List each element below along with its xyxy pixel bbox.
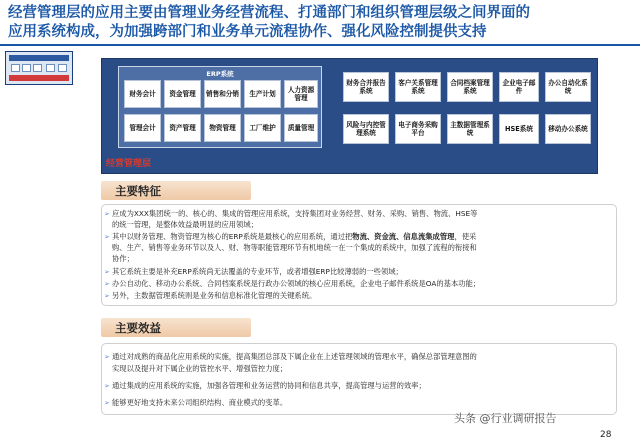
feature-line: ➢ 办公自动化、移动办公系统、合同档案系统是行政办公领域的核心应用系统，企业电子邮件系统是OA的基本功能； [104, 279, 481, 288]
bullet-arrow-icon: ➢ [104, 233, 110, 241]
feature-line: ➢ 应成为XXX集团统一的、核心的、集成的管理应用系统，支持集团对业务经营、财务、采购、销售、物流、HSE等 [104, 209, 478, 218]
features-heading-text: 主要特征 [115, 184, 161, 198]
watermark: 头条 @行业调研报告 [454, 412, 557, 425]
title-divider [0, 44, 640, 46]
system-box: 合同档案管理系统 [447, 72, 493, 102]
bullet-arrow-icon: ➢ [104, 353, 110, 361]
erp-module: 人力资源管理 [284, 80, 318, 108]
benefit-line: ➢ 通过对成熟的商品化应用系统的实施，提高集团总部及下属企业在上述管理领域的管理水平，确保总部管理意图的 [104, 352, 477, 361]
bullet-arrow-icon: ➢ [104, 210, 110, 218]
system-box: 办公自动化系统 [545, 72, 591, 102]
layer-label: 经营管理层 [106, 159, 152, 169]
erp-module: 财务会计 [124, 80, 161, 108]
benefits-box [101, 343, 617, 415]
erp-module: 生产计划 [244, 80, 281, 108]
page-title-line-2: 应用系统构成，为加强跨部门和业务单元流程协作、强化风险控制提供支持 [8, 24, 487, 40]
bullet-arrow-icon: ➢ [104, 399, 110, 407]
feature-line: 购、生产、销售等业务环节以及人、财、物等职能管理环节有机地统一在一个集成的系统中，加强了流程的衔接和 [112, 243, 477, 252]
feature-line: ➢ 其它系统主要是补充ERP系统尚无法覆盖的专业环节，或者增强ERP比较薄弱的一些领域； [104, 267, 403, 276]
page-title-line-1: 经营管理层的应用主要由管理业务经营流程、打通部门和组织管理层级之间界面的 [8, 5, 530, 21]
benefits-heading [101, 318, 251, 337]
bullet-arrow-icon: ➢ [104, 268, 110, 276]
bullet-arrow-icon: ➢ [104, 292, 110, 300]
feature-line: 协作； [112, 254, 134, 263]
system-box: HSE系统 [499, 114, 539, 144]
erp-module: 物资管理 [204, 114, 241, 142]
system-box: 风险与内控管理系统 [343, 114, 389, 144]
system-box: 主数据管理系统 [447, 114, 493, 144]
features-box [101, 204, 617, 306]
benefit-line: 实现以及提升对下属企业的管控水平、增强管控力度； [112, 364, 288, 373]
page-title [8, 4, 608, 42]
system-box: 客户关系管理系统 [395, 72, 441, 102]
erp-module: 销售和分销 [204, 80, 241, 108]
erp-module: 质量管理 [284, 114, 318, 142]
bullet-arrow-icon: ➢ [104, 382, 110, 390]
feature-line: ➢ 另外，主数据管理系统则是业务和信息标准化管理的关键系统。 [104, 291, 317, 300]
page-number: 28 [600, 430, 612, 440]
erp-module: 管理会计 [124, 114, 161, 142]
erp-module: 资金管理 [164, 80, 201, 108]
system-box: 移动办公系统 [545, 114, 591, 144]
system-box: 电子商务采购平台 [395, 114, 441, 144]
erp-module: 资产管理 [164, 114, 201, 142]
feature-line: ➢ 其中以财务管理、物资管理为核心的ERP系统是最核心的应用系统，通过把物流、资金流、信息流集成管理，使采 [104, 232, 477, 241]
benefit-line: ➢ 通过集成的应用系统的实施，加强各管理和业务运营的协同和信息共享，提高管理与运营的效率； [104, 381, 426, 390]
system-box: 企业电子邮件 [499, 72, 539, 102]
erp-title: ERP系统 [206, 70, 234, 78]
erp-module: 工厂维护 [244, 114, 281, 142]
system-box: 财务合并报告系统 [343, 72, 389, 102]
bullet-arrow-icon: ➢ [104, 280, 110, 288]
feature-line: 的统一管理，是整体效益最明显的应用领域； [112, 220, 258, 229]
benefits-heading-text: 主要效益 [115, 321, 161, 335]
benefit-line: ➢ 能够更好地支持未来公司组织结构、商业模式的变革。 [104, 398, 288, 407]
features-heading [101, 181, 251, 200]
architecture-thumbnail [5, 51, 73, 85]
